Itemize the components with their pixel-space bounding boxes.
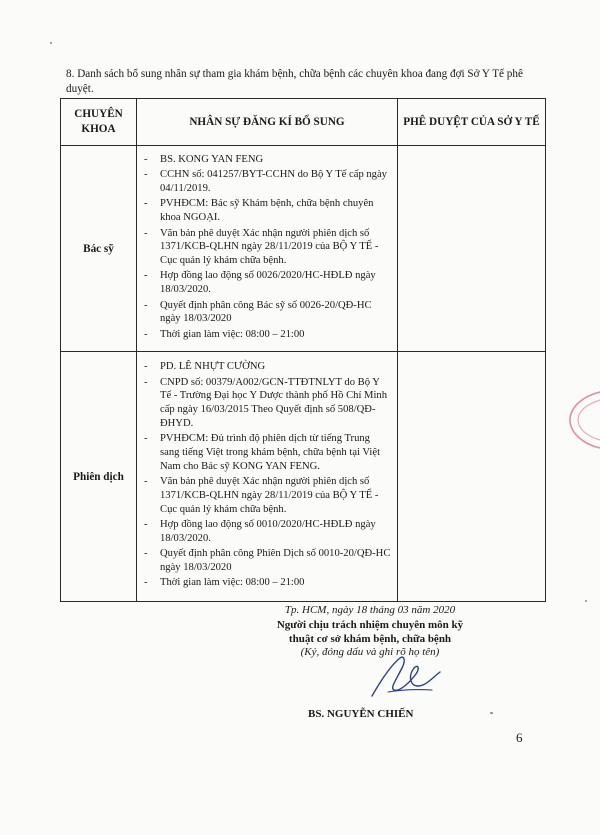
signer-role-line2: thuật cơ sở khám bệnh, chữa bệnh [288, 633, 452, 645]
list-item: - Hợp đồng lao động số 0026/2020/HC-HĐLĐ ngày 18/03/2020. [144, 269, 392, 296]
list-item: - PVHĐCM: Đủ trình độ phiên dịch từ tiếng Trung sang tiếng Việt trong khám bệnh, chữa bệnh tại Việt Nam cho Bác sỹ KONG YAN FENG. [144, 432, 392, 473]
list-item: - PD. LÊ NHỰT CƯỜNG [144, 360, 392, 374]
staff-cell [137, 146, 398, 352]
staff-items-list [138, 151, 396, 347]
handwritten-signature [360, 652, 450, 700]
list-item: - Văn bản phê duyệt Xác nhận người phiên dịch số 1371/KCB-QLHN ngày 28/11/2019 của BỘ Y TẾ - Cục quản lý khám chữa bệnh. [144, 475, 392, 516]
specialty-cell: Phiên dịch [61, 352, 137, 602]
header-specialty: CHUYÊN KHOA [61, 99, 137, 146]
list-item: - PVHĐCM: Bác sỹ Khám bệnh, chữa bệnh chuyên khoa NGOẠI. [144, 197, 392, 224]
list-item: - CNPD số: 00379/A002/GCN-TTĐTNLYT do Bộ Y Tế - Trường Đại học Y Dược thành phố Hồ Chí Minh cấp ngày 16/03/2015 Theo Quyết định số 508/QĐ-ĐHYD. [144, 376, 392, 431]
signature-date: Tp. HCM, ngày 18 tháng 03 năm 2020 [284, 604, 456, 616]
staff-items-list [138, 358, 396, 595]
list-item: - CCHN số: 041257/BYT-CCHN do Bộ Y Tế cấp ngày 04/11/2019. [144, 168, 392, 195]
list-item: - BS. KONG YAN FENG [144, 153, 392, 167]
table-header-row [61, 99, 546, 146]
approval-cell [398, 146, 546, 352]
signer-role [255, 618, 485, 646]
list-item: - Quyết định phân công Bác sỹ số 0026-20/QĐ-HC ngày 18/03/2020 [144, 299, 392, 326]
list-item: - Quyết định phân công Phiên Dịch số 0010-20/QĐ-HC ngày 18/03/2020 [144, 547, 392, 574]
specialty-cell: Bác sỹ [61, 146, 137, 352]
scan-speck [50, 42, 52, 44]
page-number: 6 [516, 730, 523, 745]
table-row [61, 146, 546, 352]
list-item: - Thời gian làm việc: 08:00 – 21:00 [144, 328, 392, 342]
stamp-edge-icon [562, 388, 600, 452]
intro-paragraph: 8. Danh sách bổ sung nhân sự tham gia khám bệnh, chữa bệnh các chuyên khoa đang đợi Sở Y Tế phê duyệt. [66, 68, 523, 95]
signer-name: BS. NGUYỄN CHIẾN [308, 708, 414, 720]
list-item: - Hợp đồng lao động số 0010/2020/HC-HĐLĐ ngày 18/03/2020. [144, 518, 392, 545]
header-staff: NHÂN SỰ ĐĂNG KÍ BỔ SUNG [137, 99, 398, 146]
signature-note: (Ký, đóng dấu và ghi rõ họ tên) [300, 646, 440, 658]
table-row [61, 352, 546, 602]
header-approval: PHÊ DUYỆT CỦA SỞ Y TẾ [398, 99, 546, 146]
staff-table [60, 98, 546, 602]
signer-role-line1: Người chịu trách nhiệm chuyên môn kỹ [276, 619, 464, 631]
scan-speck [490, 712, 493, 714]
approval-cell [398, 352, 546, 602]
staff-cell [137, 352, 398, 602]
scan-speck [585, 600, 587, 602]
list-item: - Thời gian làm việc: 08:00 – 21:00 [144, 576, 392, 590]
list-item: - Văn bản phê duyệt Xác nhận người phiên dịch số 1371/KCB-QLHN ngày 28/11/2019 của BỘ Y TẾ - Cục quản lý khám chữa bệnh. [144, 227, 392, 268]
